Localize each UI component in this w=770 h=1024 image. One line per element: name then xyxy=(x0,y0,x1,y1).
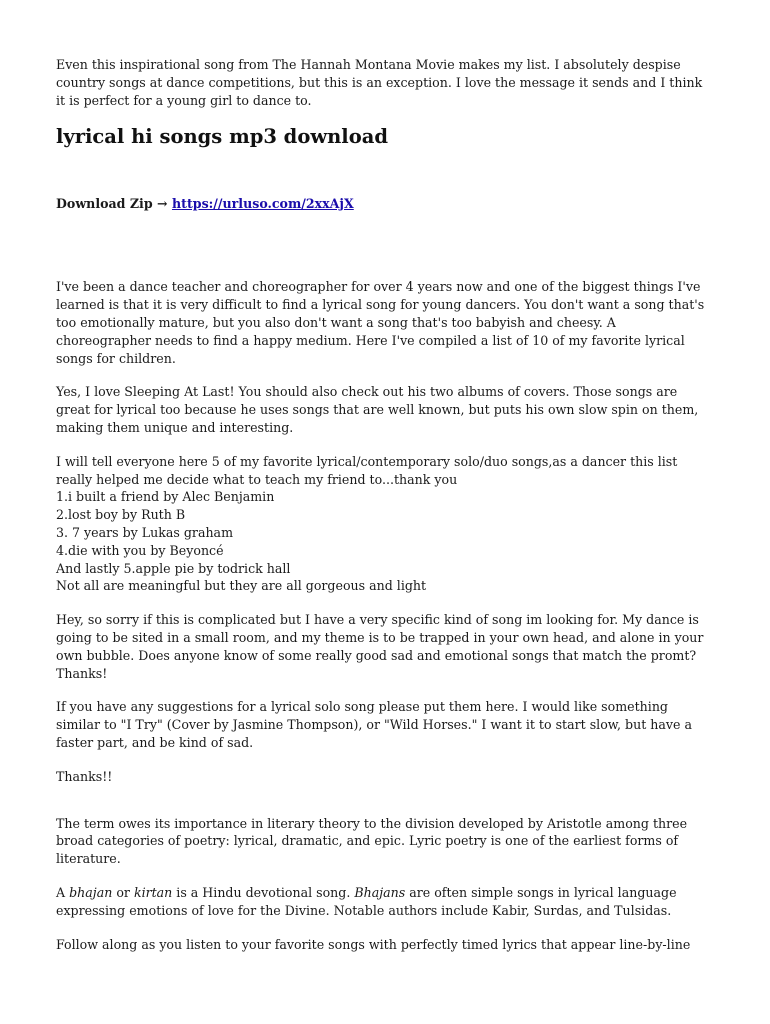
p8-rest: are often simple songs in lyrical language expressing emotions of love for the Divine. Notable authors include Kabir, Surdas, and Tulsidas. xyxy=(56,884,677,918)
intro-paragraph: Even this inspirational song from The Hannah Montana Movie makes my list. I absolutely despise country songs at dance competitions, but this is an exception. I love the message it sends and I think it is perfect for a young girl to dance to. xyxy=(56,57,703,108)
paragraph-9: Follow along as you listen to your favorite songs with perfectly timed lyrics that appear line-by-line xyxy=(56,936,691,952)
favorites-intro: I will tell everyone here 5 of my favorite lyrical/contemporary solo/duo songs,as a dancer this list really helped me decide what to teach my friend to...thank you xyxy=(56,453,678,487)
paragraph-7: The term owes its importance in literary theory to the division developed by Aristotle among three broad categories of poetry: lyrical, dramatic, and epic. Lyric poetry is one of the earliest forms of literature. xyxy=(56,815,688,867)
term-bhajans: Bhajans xyxy=(354,884,406,900)
download-label: Download Zip → xyxy=(56,196,172,212)
paragraph-thanks: Thanks!! xyxy=(56,768,113,784)
list-item: 4.die with you by Beyoncé xyxy=(56,542,224,558)
download-link[interactable]: https://urluso.com/2xxAjX xyxy=(171,196,354,212)
favorites-closing: Not all are meaningful but they are all gorgeous and light xyxy=(56,578,427,594)
p8-mid: is a Hindu devotional song. xyxy=(172,884,355,900)
list-item: 1.i built a friend by Alec Benjamin xyxy=(56,489,275,505)
paragraph-2: Yes, I love Sleeping At Last! You should also check out his two albums of covers. Those songs are great for lyrical too because he uses songs that are well known, but puts his own slow spin on them, making them unique and interesting. xyxy=(56,384,699,435)
list-item: And lastly 5.apple pie by todrick hall xyxy=(56,560,291,576)
p8-a: A xyxy=(56,884,70,900)
favorite-songs-paragraph xyxy=(56,453,714,595)
list-item: 3. 7 years by Lukas graham xyxy=(56,524,234,540)
paragraph-1: I've been a dance teacher and choreographer for over 4 years now and one of the biggest things I've learned is that it is very difficult to find a lyrical song for young dancers. You don't want a song that's too emotionally mature, but you also don't want a song that's too babyish and cheesy. A choreographer needs to find a happy medium. Here I've compiled a list of 10 of my favorite lyrical songs for children. xyxy=(56,279,705,366)
term-bhajan: bhajan xyxy=(69,884,113,900)
list-item: 2.lost boy by Ruth B xyxy=(56,507,186,523)
p8-or: or xyxy=(112,884,134,900)
paragraph-8 xyxy=(56,884,714,920)
paragraph-5: If you have any suggestions for a lyrical solo song please put them here. I would like something similar to "I Try" (Cover by Jasmine Thompson), or "Wild Horses." I want it to start slow, but have a faster part, and be kind of sad. xyxy=(56,699,692,750)
page-title: lyrical hi songs mp3 download xyxy=(56,125,388,149)
download-line xyxy=(56,195,714,212)
paragraph-4: Hey, so sorry if this is complicated but I have a very specific kind of song im looking for. My dance is going to be sited in a small room, and my theme is to be trapped in your own head, and alone in your own bubble. Does anyone know of some really good sad and emotional songs that match the promt? Thanks! xyxy=(56,612,704,681)
term-kirtan: kirtan xyxy=(133,884,173,900)
